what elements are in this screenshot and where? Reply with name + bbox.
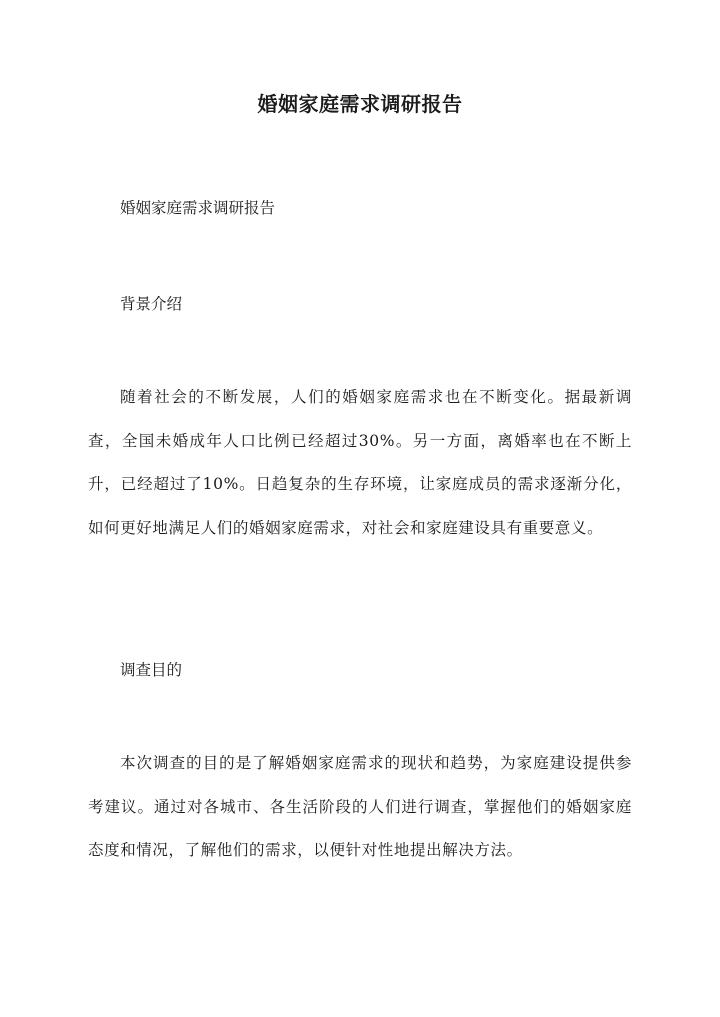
document-subtitle: 婚姻家庭需求调研报告 — [120, 199, 276, 217]
section-paragraph-background: 随着社会的不断发展，人们的婚姻家庭需求也在不断变化。据最新调查，全国未婚成年人口比例已经超过30%。另一方面，离婚率也在不断上升，已经超过了10%。日趋复杂的生存环境，让家庭成员的需求逐渐分化，如何更好地满足人们的婚姻家庭需求，对社会和家庭建设具有重要意义。 — [88, 388, 632, 537]
document-title: 婚姻家庭需求调研报告 — [257, 92, 463, 116]
section-paragraph-purpose: 本次调查的目的是了解婚姻家庭需求的现状和趋势，为家庭建设提供参考建议。通过对各城市、各生活阶段的人们进行调查，掌握他们的婚姻家庭态度和情况，了解他们的需求，以便针对性地提出解决方法。 — [88, 754, 632, 859]
section-heading-purpose: 调查目的 — [120, 661, 183, 679]
section-heading-background: 背景介绍 — [120, 295, 183, 313]
